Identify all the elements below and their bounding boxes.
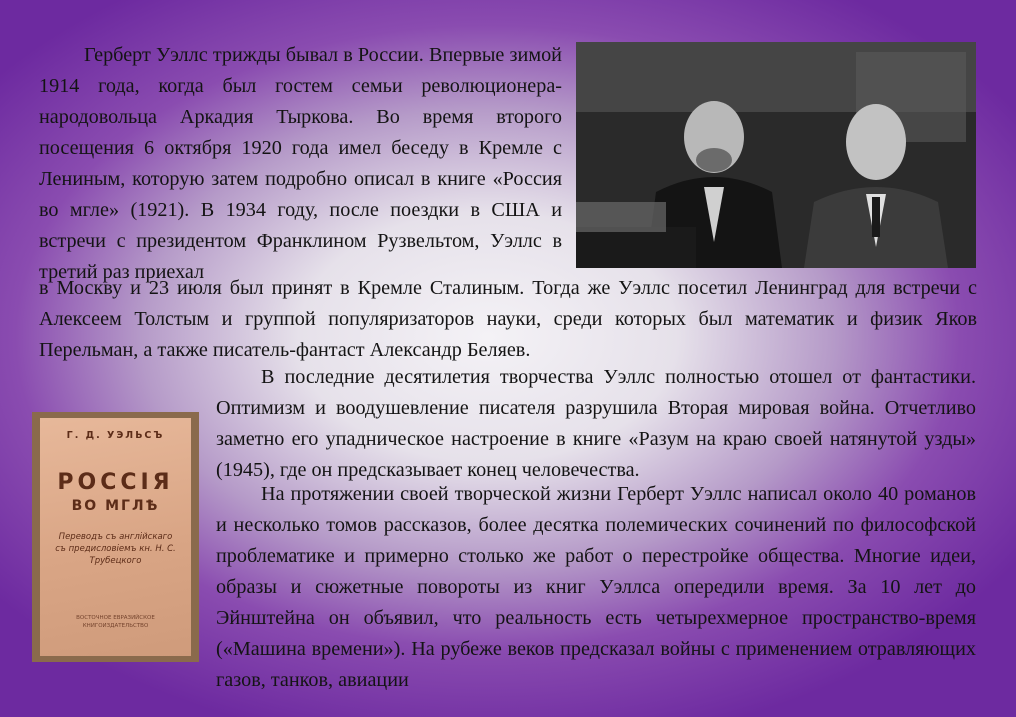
photo-image [576,42,976,268]
book-author: Г. Д. УЭЛЬСЪ [66,430,165,441]
photo-wells-lenin [576,42,976,268]
book-title-line2: ВО МГЛѢ [71,498,160,514]
paragraph-1-top: Герберт Уэллс трижды бывал в России. Впервые зимой 1914 года, когда был гостем семьи революционера-народовольца Аркадия Тыркова. Во время второго посещения 6 октября 1920 года имел беседу в Кремле с Лениным, которую затем подробно описал в книге «Россия во мгле» (1921). В 1934 году, после поездки в США и встречи с президентом Франклином Рузвельтом, Уэллс в третий раз приехал [39,44,562,283]
book-title-line1: РОССІЯ [57,470,174,495]
book-cover-face [40,418,191,656]
book-subtitle: Переводъ съ англійскаго съ предисловіемъ кн. Н. С. Трубецкого [55,532,176,566]
paragraph-1-bottom: в Москву и 23 июля был принят в Кремле Сталиным. Тогда же Уэллс посетил Ленинград для встречи с Алексеем Толстым и группой популяризаторов науки, среди которых был математик и физик Яков Перельман, а также писатель-фантаст Александр Беляев. [39,277,977,361]
book-cover-russia-in-the-shadows [32,412,199,662]
paragraph-2: В последние десятилетия творчества Уэллс полностью отошел от фантастики. Оптимизм и воодушевление писателя разрушила Вторая мировая война. Отчетливо заметно его упадническое настроение в книге «Разум на краю своей натянутой узды» (1945), где он предсказывает конец человечества. [216,366,976,481]
paragraph-3: На протяжении своей творческой жизни Герберт Уэллс написал около 40 романов и несколько томов рассказов, более десятка полемических сочинений по философской проблематике и примерно столько же работ о перестройке общества. Многие идеи, образы и сюжетные повороты из книг Уэллса опередили время. За 10 лет до Эйнштейна он объявил, что реальность есть четырехмерное пространство-время («Машина времени»). На рубеже веков предсказал войны с применением отравляющих газов, танков, авиации [216,483,976,691]
book-publisher: ВОСТОЧНОЕ ЕВРАЗИЙСКОЕ КНИГОИЗДАТЕЛЬСТВО [76,615,155,629]
